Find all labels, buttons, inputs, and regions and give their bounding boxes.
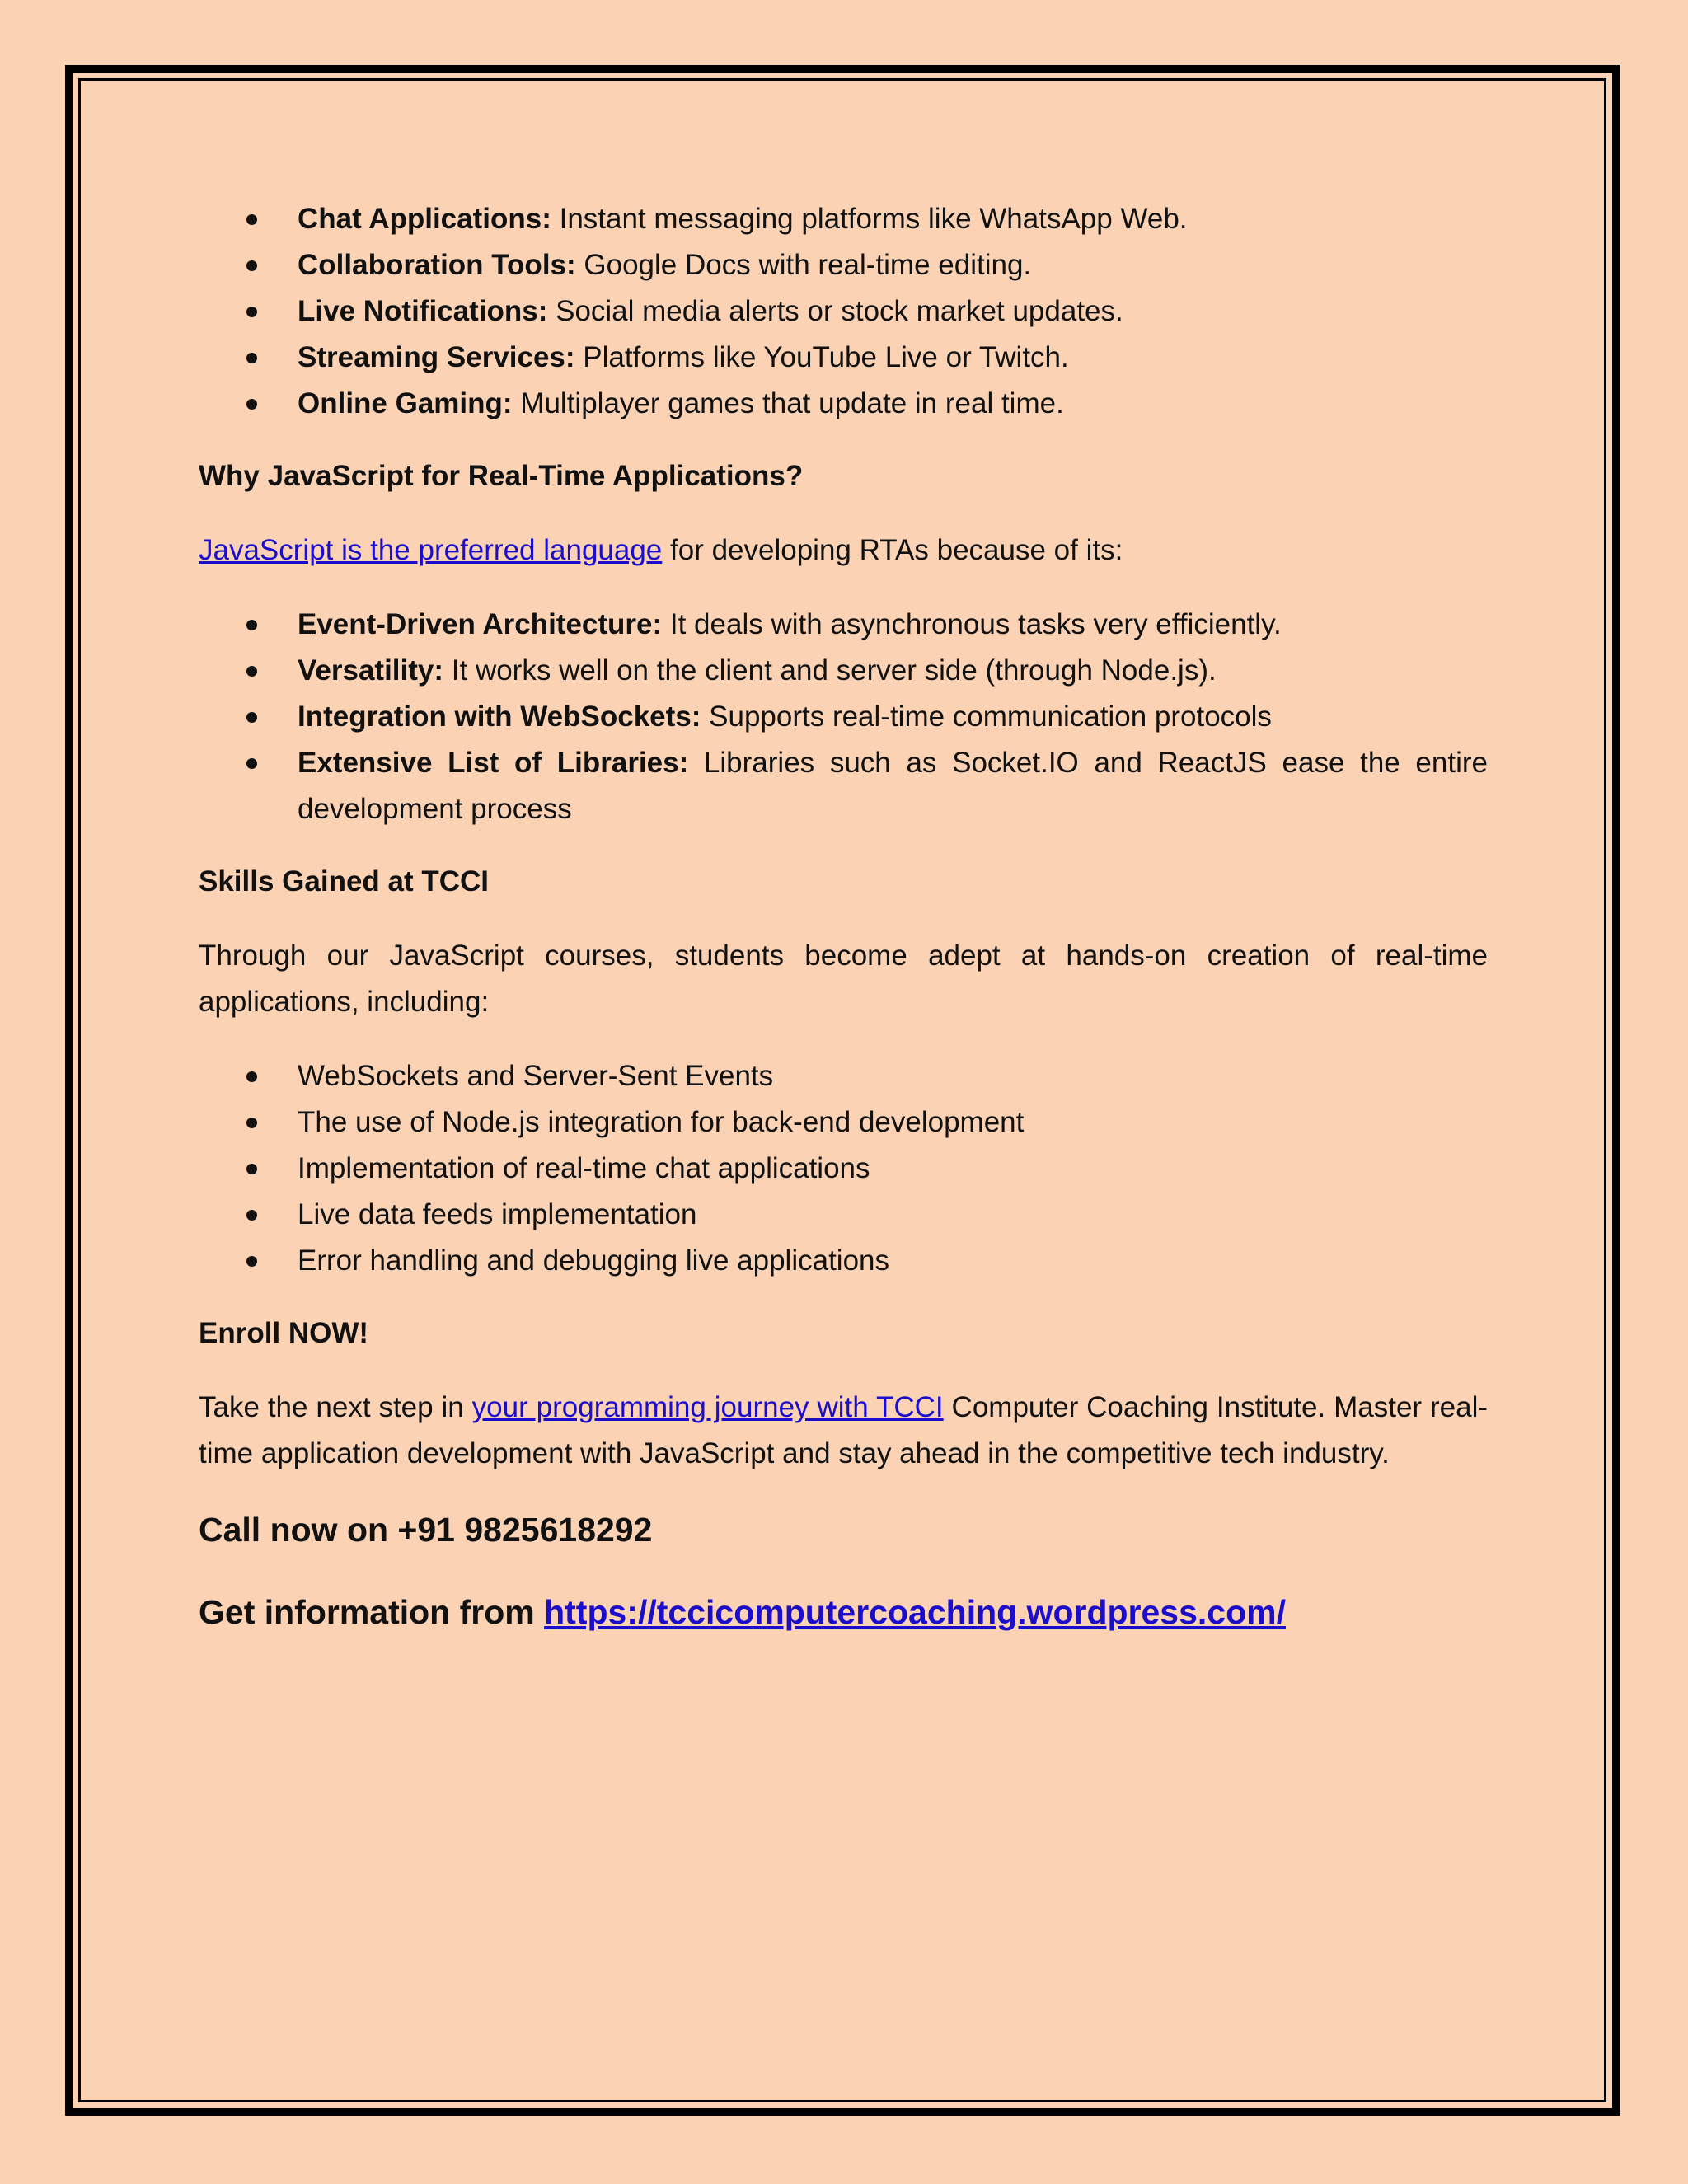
list-item <box>199 242 1488 288</box>
list-item <box>199 196 1488 242</box>
reason-text: Supports real-time communication protocols <box>701 701 1272 733</box>
list-item: WebSockets and Server-Sent Events <box>199 1053 1488 1099</box>
use-case-text: Instant messaging platforms like WhatsApp Web. <box>551 203 1188 235</box>
reason-label: Extensive List of Libraries: <box>298 747 689 779</box>
reason-text: It deals with asynchronous tasks very efficiently. <box>662 608 1282 640</box>
use-case-label: Collaboration Tools: <box>298 249 576 281</box>
website-link[interactable]: https://tccicomputercoaching.wordpress.com/ <box>544 1593 1286 1631</box>
list-item: Error handling and debugging live applications <box>199 1238 1488 1284</box>
enroll-paragraph <box>199 1385 1488 1477</box>
why-js-intro-text: for developing RTAs because of its: <box>662 534 1123 566</box>
reason-text: It works well on the client and server side (through Node.js). <box>443 654 1217 687</box>
enroll-text-before: Take the next step in <box>199 1391 472 1423</box>
why-js-intro <box>199 527 1488 574</box>
list-item <box>199 602 1488 648</box>
list-item <box>199 740 1488 832</box>
enroll-heading: Enroll NOW! <box>199 1317 369 1349</box>
use-case-label: Chat Applications: <box>298 203 551 235</box>
skills-intro: Through our JavaScript courses, students become adept at hands-on creation of real-time applications, including: <box>199 940 1488 1018</box>
enroll-text-after: Computer Coaching Institute. Master real-time application development with JavaScript and stay ahead in the competitive tech industry. <box>199 1391 1488 1469</box>
preferred-language-link[interactable]: JavaScript is the preferred language <box>199 534 663 566</box>
list-item: Live data feeds implementation <box>199 1192 1488 1238</box>
use-case-label: Streaming Services: <box>298 341 575 373</box>
call-now-line: Call now on +91 9825618292 <box>199 1511 653 1549</box>
use-case-list <box>199 196 1488 427</box>
use-case-text: Multiplayer games that update in real time. <box>512 387 1064 419</box>
document-content <box>199 196 1488 1670</box>
reasons-list <box>199 602 1488 832</box>
list-item <box>199 648 1488 694</box>
reason-label: Integration with WebSockets: <box>298 701 701 733</box>
why-js-heading: Why JavaScript for Real-Time Applications? <box>199 460 804 492</box>
list-item: Implementation of real-time chat applications <box>199 1146 1488 1192</box>
list-item <box>199 694 1488 740</box>
info-prefix: Get information from <box>199 1593 545 1631</box>
reason-label: Versatility: <box>298 654 444 687</box>
list-item <box>199 381 1488 427</box>
list-item <box>199 335 1488 381</box>
use-case-text: Social media alerts or stock market updates. <box>547 295 1123 327</box>
skills-heading: Skills Gained at TCCI <box>199 865 490 898</box>
programming-journey-link[interactable]: your programming journey with TCCI <box>471 1391 944 1423</box>
list-item <box>199 288 1488 335</box>
use-case-label: Online Gaming: <box>298 387 513 419</box>
reason-label: Event-Driven Architecture: <box>298 608 663 640</box>
list-item: The use of Node.js integration for back-end development <box>199 1099 1488 1146</box>
use-case-text: Platforms like YouTube Live or Twitch. <box>574 341 1069 373</box>
use-case-text: Google Docs with real-time editing. <box>575 249 1032 281</box>
reason-text: Libraries such as Socket.IO and ReactJS ease the entire development process <box>298 747 1488 825</box>
info-line <box>199 1587 1488 1637</box>
skills-list <box>199 1053 1488 1284</box>
use-case-label: Live Notifications: <box>298 295 548 327</box>
